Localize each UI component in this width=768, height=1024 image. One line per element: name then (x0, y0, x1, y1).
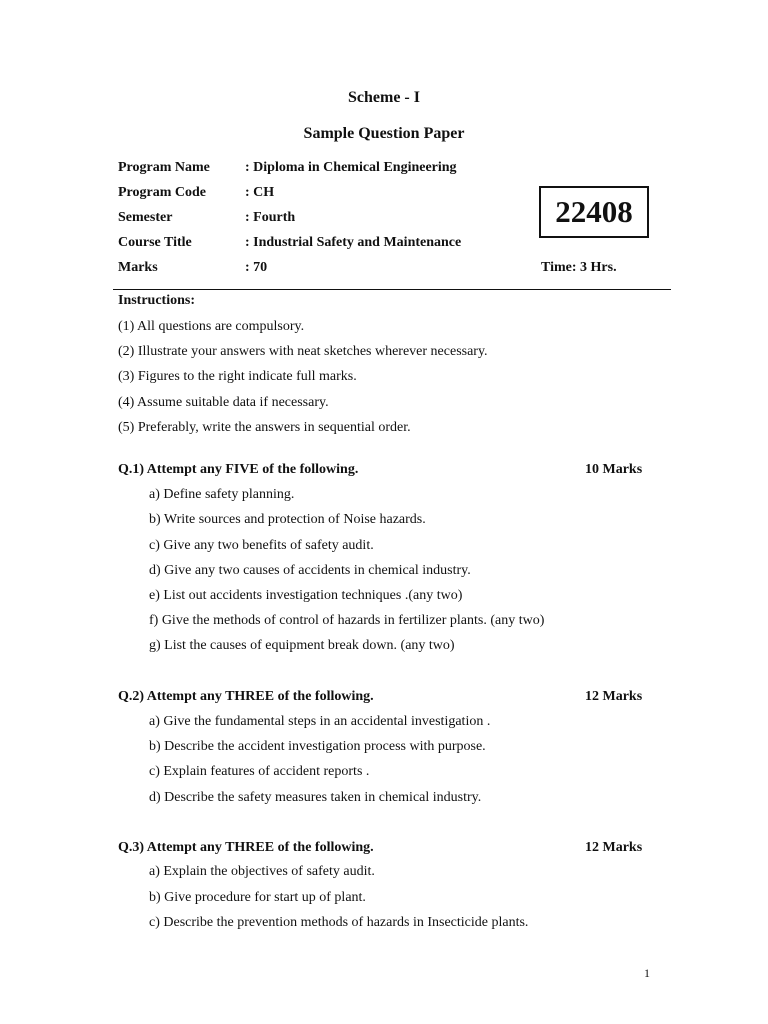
question-3-heading: Q.3) Attempt any THREE of the following. (118, 840, 374, 855)
exam-time: Time: 3 Hrs. (541, 260, 617, 275)
info-value-course-title: : Industrial Safety and Maintenance (245, 235, 462, 250)
question-item: c) Give any two benefits of safety audit. (149, 538, 374, 553)
question-item: b) Describe the accident investigation process with purpose. (149, 739, 486, 754)
info-label-course-title: Course Title (118, 235, 192, 250)
info-label-program-code: Program Code (118, 185, 206, 200)
course-code-box: 22408 (539, 186, 649, 238)
question-1-marks: 10 Marks (585, 462, 643, 477)
question-item: g) List the causes of equipment break down. (any two) (149, 638, 455, 653)
question-item: a) Give the fundamental steps in an accidental investigation . (149, 714, 491, 729)
question-item: e) List out accidents investigation techniques .(any two) (149, 588, 463, 603)
paper-title: Sample Question Paper (303, 125, 465, 142)
info-value-program-code: : CH (245, 185, 275, 200)
info-value-program-name: : Diploma in Chemical Engineering (245, 160, 457, 175)
instruction-item: (5) Preferably, write the answers in sequential order. (118, 420, 411, 435)
question-item: a) Define safety planning. (149, 487, 295, 502)
question-item: f) Give the methods of control of hazards in fertilizer plants. (any two) (149, 613, 545, 628)
question-item: d) Give any two causes of accidents in chemical industry. (149, 563, 471, 578)
question-item: c) Describe the prevention methods of hazards in Insecticide plants. (149, 915, 529, 930)
question-item: a) Explain the objectives of safety audit. (149, 864, 375, 879)
info-label-program-name: Program Name (118, 160, 210, 175)
instruction-item: (4) Assume suitable data if necessary. (118, 395, 329, 410)
question-2-marks: 12 Marks (585, 689, 643, 704)
question-2-heading: Q.2) Attempt any THREE of the following. (118, 689, 374, 704)
question-1-heading: Q.1) Attempt any FIVE of the following. (118, 462, 359, 477)
info-value-semester: : Fourth (245, 210, 296, 225)
instruction-item: (2) Illustrate your answers with neat sketches wherever necessary. (118, 344, 488, 359)
info-label-semester: Semester (118, 210, 173, 225)
header-divider (113, 289, 671, 290)
instruction-item: (3) Figures to the right indicate full marks. (118, 369, 357, 384)
instruction-item: (1) All questions are compulsory. (118, 319, 305, 334)
scheme-heading: Scheme - I (348, 89, 420, 106)
info-label-marks: Marks (118, 260, 158, 275)
page-number: 1 (644, 966, 650, 980)
question-3-marks: 12 Marks (585, 840, 643, 855)
info-value-marks: : 70 (245, 260, 268, 275)
question-item: d) Describe the safety measures taken in chemical industry. (149, 790, 482, 805)
instructions-heading: Instructions: (118, 293, 196, 308)
question-item: c) Explain features of accident reports . (149, 764, 370, 779)
question-item: b) Give procedure for start up of plant. (149, 890, 366, 905)
question-item: b) Write sources and protection of Noise hazards. (149, 512, 426, 527)
